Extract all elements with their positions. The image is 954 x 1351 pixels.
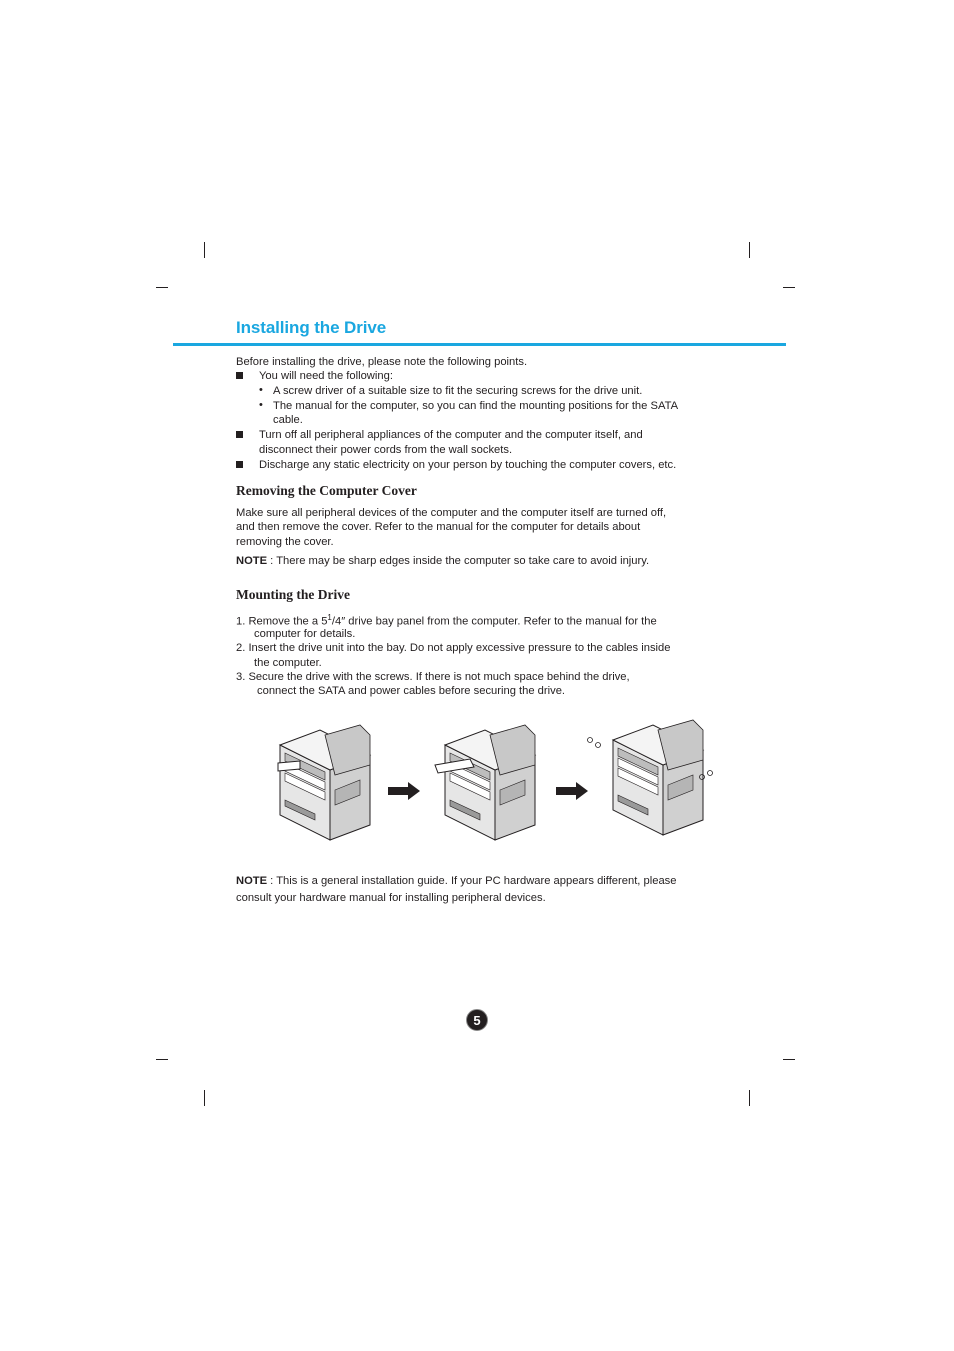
section-heading-mounting: Mounting the Drive xyxy=(236,587,350,602)
step-1-cont: computer for details. xyxy=(254,628,356,640)
final-note xyxy=(236,874,677,889)
note-body: : There may be sharp edges inside the computer so take care to avoid injury. xyxy=(267,555,650,567)
step-1-text: 1. Remove the a 5 xyxy=(236,615,328,628)
body-text: Make sure all peripheral devices of the computer and the computer itself are turned off, xyxy=(236,507,667,519)
note-body: : This is a general installation guide. If your PC hardware appears different, please xyxy=(267,875,677,887)
crop-mark xyxy=(749,1090,750,1106)
square-bullet-icon xyxy=(236,372,243,379)
requirement-item: A screw driver of a suitable size to fit the securing screws for the drive unit. xyxy=(273,385,643,397)
body-text: removing the cover. xyxy=(236,536,334,548)
section-heading-removing-cover: Removing the Computer Cover xyxy=(236,483,417,498)
square-bullet-icon xyxy=(236,431,243,438)
dot-bullet-icon: • xyxy=(259,384,263,396)
crop-mark xyxy=(156,287,168,288)
drive-installation-illustration xyxy=(270,715,730,845)
step-2: 2. Insert the drive unit into the bay. Do not apply excessive pressure to the cables inside xyxy=(236,642,671,654)
page-number: 5 xyxy=(466,1009,488,1031)
requirement-item: The manual for the computer, so you can find the mounting positions for the SATA xyxy=(273,400,679,412)
dot-bullet-icon: • xyxy=(259,399,263,411)
crop-mark xyxy=(783,1059,795,1060)
requirement-item: cable. xyxy=(273,414,303,426)
square-bullet-icon xyxy=(236,461,243,468)
page-title: Installing the Drive xyxy=(236,318,387,337)
step-3: 3. Secure the drive with the screws. If there is not much space behind the drive, xyxy=(236,671,630,683)
crop-mark xyxy=(749,242,750,258)
point-text: disconnect their power cords from the wall sockets. xyxy=(259,444,513,456)
intro-text: Before installing the drive, please note the following points. xyxy=(236,356,528,368)
crop-mark xyxy=(783,287,795,288)
point-text: Turn off all peripheral appliances of the computer and the computer itself, and xyxy=(259,429,643,441)
step-1-sup: 1 xyxy=(327,613,332,622)
body-text: and then remove the cover. Refer to the manual for the computer for details about xyxy=(236,521,641,533)
requirements-label: You will need the following: xyxy=(259,370,393,382)
final-note-cont: consult your hardware manual for installing peripheral devices. xyxy=(236,892,546,904)
step-1-text-cont: /4″ drive bay panel from the computer. Refer to the manual for the xyxy=(331,615,657,628)
crop-mark xyxy=(204,1090,205,1106)
title-rule xyxy=(173,343,786,346)
step-3-cont: connect the SATA and power cables before securing the drive. xyxy=(257,685,566,697)
note-text xyxy=(236,554,649,569)
point-text: Discharge any static electricity on your person by touching the computer covers, etc. xyxy=(259,459,677,471)
crop-mark xyxy=(204,242,205,258)
step-2-cont: the computer. xyxy=(254,657,322,669)
crop-mark xyxy=(156,1059,168,1060)
note-label: NOTE xyxy=(236,555,268,567)
note-label: NOTE xyxy=(236,875,268,887)
